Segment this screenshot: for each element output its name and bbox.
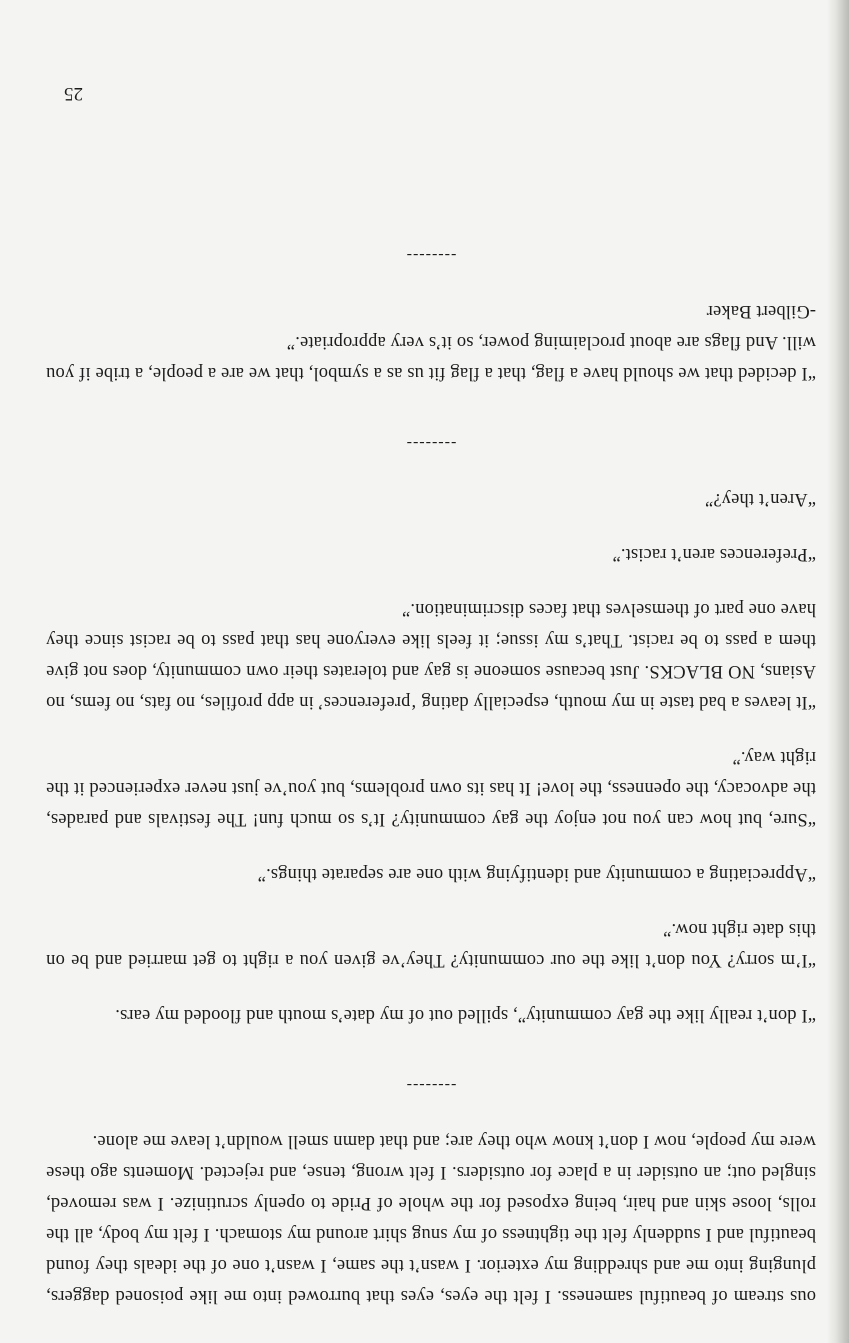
page-number: 25 [64,83,83,104]
paragraph: “Appreciating a community and identifying with one are separate things.” [257,864,816,884]
paragraph: ous stream of beautiful sameness. I felt the eyes, eyes that burrowed into me like poisoned daggers, plunging into me and shredding my exterior. I wasn’t the same, I wasn’t one of the ideals they found beautiful and I suddenly felt the tightness of my snug shirt around my stomach. I felt my body, all the rolls, loose skin and hair, being exposed for the whole of Pride to openly scrutinize. I was removed, singled out; an outsider in a place for outsiders. I felt wrong, tense, and rejected. Moments ago these were my people, now I don’t know who they are; and that damn smell wouldn’t leave me alone. [46,1131,816,1306]
quote-attribution: -Gilbert Baker [706,301,816,321]
paragraph: “Aren’t they?” [704,489,816,509]
paragraph: “I’m sorry? You don’t like the our community? They’ve given you a right to get married and be on this date right now.” [46,919,816,970]
section-separator: -------- [405,1077,457,1094]
section-separator: -------- [405,435,457,452]
text-block [46,200,816,1311]
paragraph: “It leaves a bad taste in my mouth, especially dating ‘preferences’ in app profiles, no fats, no fems, no Asians, NO BLACKS. Just because someone is gay and tolerates their own community, does not give them a pass to be racist. That’s my issue; it feels like everyone has that pass to be racist since they have one part of themselves that faces discrimination.” [46,599,816,712]
paragraph: “I don’t really like the gay community”, spilled out of my date’s mouth and flooded my ears. [115,1005,816,1025]
binding-shadow [827,0,849,1343]
section-separator: -------- [405,247,457,264]
paragraph: “Sure, but how can you not enjoy the gay community? It’s so much fun! The festivals and parades, the advocacy, the openness, the love! It has its own problems, but you’ve just never experienced it the right way.” [46,747,816,829]
paragraph: “Preferences aren’t racist.” [612,544,816,564]
quote-paragraph: “I decided that we should have a flag, that a flag fit us as a symbol, that we are a people, a tribe if you will. And flags are about proclaiming power, so it’s very appropriate.” [46,332,816,383]
